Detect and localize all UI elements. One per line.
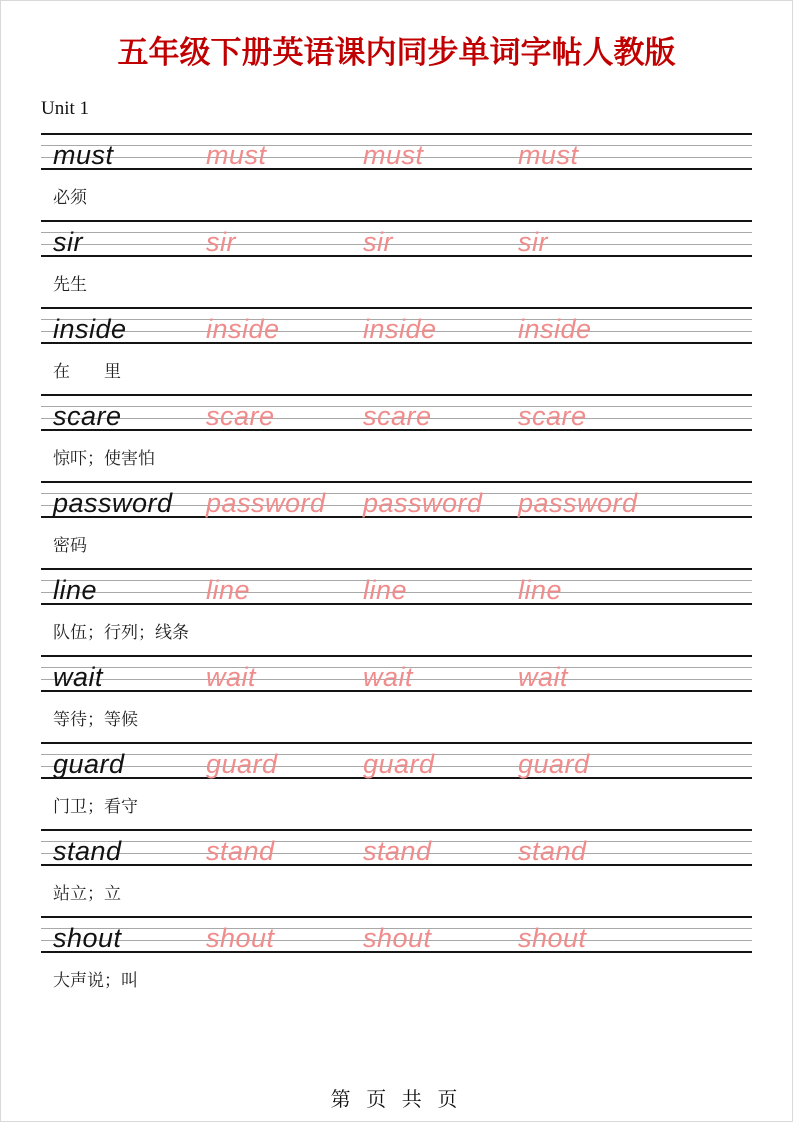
trace-text: password	[206, 488, 326, 518]
writing-guide	[41, 829, 752, 866]
trace-text: inside	[206, 314, 280, 344]
page-title: 五年级下册英语课内同步单词字帖人教版	[117, 35, 676, 70]
footer-page-label: 第 页 共 页	[330, 1089, 463, 1111]
trace-text: scare	[206, 401, 275, 431]
word-text: stand	[53, 836, 122, 866]
trace-text: sir	[518, 227, 548, 257]
word-block	[41, 655, 752, 742]
word-text: sir	[53, 227, 83, 257]
trace-text: line	[518, 575, 563, 605]
word-text: password	[53, 488, 173, 518]
meaning-text: 门卫；看守	[53, 796, 138, 816]
trace-text: scare	[518, 401, 587, 431]
meaning-text: 等待；等候	[53, 709, 138, 729]
writing-guide	[41, 916, 752, 953]
word-block	[41, 568, 752, 655]
meaning-text: 密码	[53, 535, 87, 555]
word-block	[41, 481, 752, 568]
trace-text: guard	[363, 749, 435, 779]
trace-text: stand	[363, 836, 432, 866]
meaning-text: 队伍；行列；线条	[53, 622, 189, 642]
trace-text: must	[363, 140, 424, 170]
trace-text: password	[518, 488, 638, 518]
word-block	[41, 220, 752, 307]
trace-text: must	[206, 140, 267, 170]
trace-text: password	[363, 488, 483, 518]
writing-guide	[41, 307, 752, 344]
trace-text: must	[518, 140, 579, 170]
trace-text: shout	[363, 923, 432, 953]
trace-text: sir	[363, 227, 393, 257]
meaning-text: 惊吓；使害怕	[53, 448, 155, 468]
word-text: scare	[53, 401, 122, 431]
word-text: wait	[53, 662, 104, 692]
trace-text: inside	[518, 314, 592, 344]
word-text: inside	[53, 314, 127, 344]
trace-text: stand	[518, 836, 587, 866]
trace-text: shout	[206, 923, 275, 953]
writing-guide	[41, 394, 752, 431]
trace-text: line	[206, 575, 251, 605]
meaning-text: 先生	[53, 274, 87, 294]
word-text: line	[53, 575, 98, 605]
word-text: shout	[53, 923, 122, 953]
trace-text: shout	[518, 923, 587, 953]
meaning-text: 在 里	[53, 361, 121, 381]
meaning-text: 大声说；叫	[53, 970, 138, 990]
trace-text: stand	[206, 836, 275, 866]
trace-text: inside	[363, 314, 437, 344]
writing-guide	[41, 742, 752, 779]
trace-text: sir	[206, 227, 236, 257]
word-text: must	[53, 140, 114, 170]
trace-text: scare	[363, 401, 432, 431]
writing-guide	[41, 568, 752, 605]
writing-guide	[41, 133, 752, 170]
writing-guide	[41, 220, 752, 257]
word-block	[41, 829, 752, 916]
meaning-text: 必须	[53, 187, 87, 207]
trace-text: wait	[363, 662, 414, 692]
word-block	[41, 133, 752, 220]
unit-label: Unit 1	[41, 98, 90, 119]
writing-guide	[41, 481, 752, 518]
word-block	[41, 394, 752, 481]
word-table	[41, 133, 752, 1003]
trace-text: guard	[206, 749, 278, 779]
trace-text: wait	[206, 662, 257, 692]
writing-guide	[41, 655, 752, 692]
word-block	[41, 742, 752, 829]
word-block	[41, 307, 752, 394]
word-block	[41, 916, 752, 1003]
trace-text: guard	[518, 749, 590, 779]
meaning-text: 站立；立	[53, 883, 121, 903]
trace-text: line	[363, 575, 408, 605]
trace-text: wait	[518, 662, 569, 692]
word-text: guard	[53, 749, 125, 779]
